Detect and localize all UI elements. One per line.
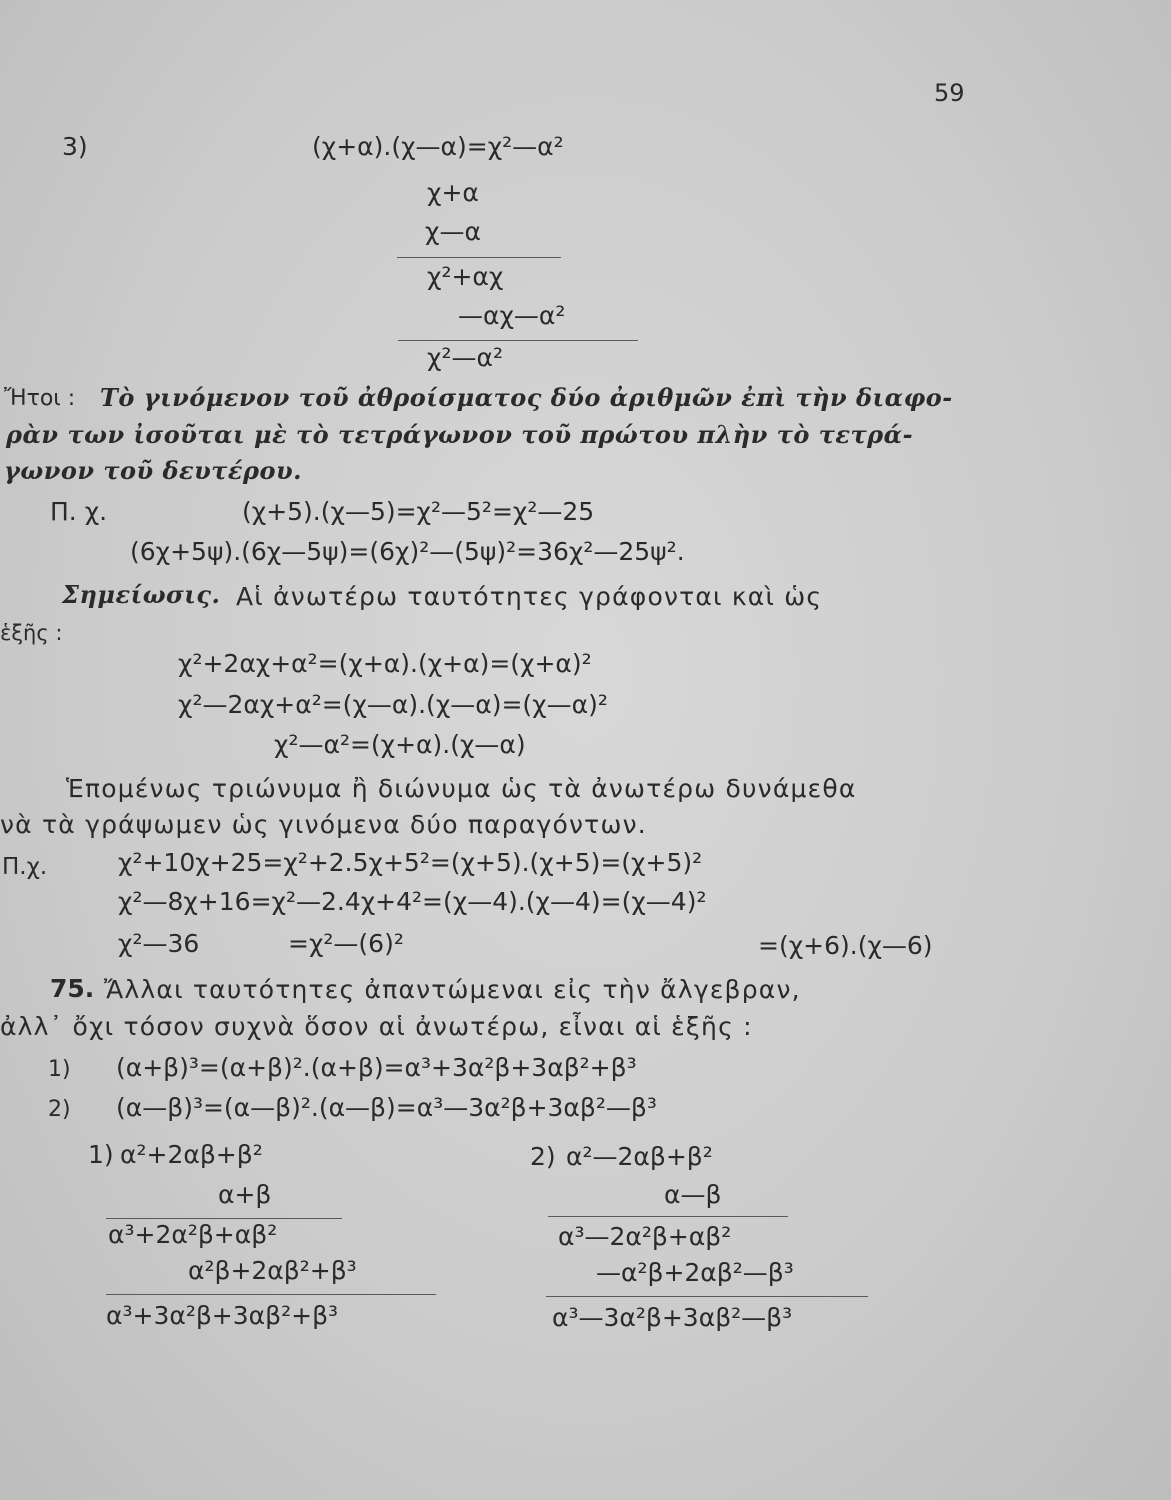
example-label: 3) bbox=[62, 132, 88, 161]
partial-product: α³—2α²β+αβ² bbox=[558, 1222, 732, 1251]
formula-line: χ²—α²=(χ+α).(χ—α) bbox=[274, 730, 526, 759]
divider-line bbox=[398, 340, 638, 341]
section-number: 75. bbox=[50, 974, 95, 1003]
item-label: 2) bbox=[530, 1142, 556, 1171]
formula-line: (α+β)³=(α+β)².(α+β)=α³+3α²β+3αβ²+β³ bbox=[116, 1053, 637, 1082]
formula-line: =χ²—(6)² bbox=[288, 929, 404, 958]
multiplicand: α²+2αβ+β² bbox=[120, 1140, 263, 1169]
multiplicand: χ+α bbox=[427, 178, 479, 207]
paragraph-line: νὰ τὰ γράψωμεν ὡς γινόμενα δύο παραγόντων. bbox=[0, 810, 647, 839]
item-label: 1) bbox=[48, 1057, 71, 1082]
multiplicand: α²—2αβ+β² bbox=[566, 1142, 713, 1171]
statement-line: Τὸ γινόμενον τοῦ ἀθροίσματος δύο ἀριθμῶν ἐπὶ τὴν διαφο- bbox=[100, 383, 953, 412]
partial-product: —αχ—α² bbox=[458, 301, 566, 330]
divider-line bbox=[106, 1218, 342, 1219]
note-text: Αἱ ἀνωτέρω ταυτότητες γράφονται καὶ ὡς bbox=[236, 582, 823, 611]
multiplier: α—β bbox=[664, 1180, 722, 1209]
formula-line: χ²—2αχ+α²=(χ—α).(χ—α)=(χ—α)² bbox=[178, 690, 608, 719]
divider-line bbox=[397, 257, 561, 258]
divider-line bbox=[546, 1296, 868, 1297]
multiplier: χ—α bbox=[425, 217, 481, 246]
formula-line: (6χ+5ψ).(6χ—5ψ)=(6χ)²—(5ψ)²=36χ²—25ψ². bbox=[130, 537, 685, 566]
formula-line: (α—β)³=(α—β)².(α—β)=α³—3α²β+3αβ²—β³ bbox=[116, 1093, 657, 1122]
product-result: α³—3α²β+3αβ²—β³ bbox=[552, 1303, 793, 1332]
partial-product: —α²β+2αβ²—β³ bbox=[596, 1258, 794, 1287]
formula-line: =(χ+6).(χ—6) bbox=[758, 931, 933, 960]
statement-line: γωνον τοῦ δευτέρου. bbox=[4, 456, 302, 485]
statement-line: ρὰν των ἰσοῦται μὲ τὸ τετράγωνον τοῦ πρώτου πλὴν τὸ τετρά- bbox=[6, 420, 914, 449]
partial-product: χ²+αχ bbox=[427, 262, 504, 291]
paragraph-line: Ἑπομένως τριώνυμα ἢ διώνυμα ὡς τὰ ἀνωτέρω δυνάμεθα bbox=[66, 774, 857, 803]
product-result: α³+3α²β+3αβ²+β³ bbox=[106, 1301, 339, 1330]
section-text: Ἄλλαι ταυτότητες ἀπαντώμεναι εἰς τὴν ἄλγεβραν, bbox=[104, 975, 801, 1004]
divider-line bbox=[548, 1216, 788, 1217]
formula-line: χ²—8χ+16=χ²—2.4χ+4²=(χ—4).(χ—4)=(χ—4)² bbox=[118, 887, 707, 916]
page-number: 59 bbox=[934, 79, 965, 107]
divider-line bbox=[106, 1294, 436, 1295]
note-title: Σημείωσις. bbox=[62, 580, 221, 609]
example-label: Π.χ. bbox=[2, 854, 48, 880]
formula-line: χ²—36 bbox=[118, 929, 200, 958]
identity-formula: (χ+α).(χ—α)=χ²—α² bbox=[312, 132, 564, 161]
formula-line: (χ+5).(χ—5)=χ²—5²=χ²—25 bbox=[242, 497, 595, 526]
multiplier: α+β bbox=[218, 1180, 272, 1209]
partial-product: α³+2α²β+αβ² bbox=[108, 1220, 278, 1249]
product-result: χ²—α² bbox=[427, 343, 503, 372]
partial-product: α²β+2αβ²+β³ bbox=[188, 1256, 357, 1285]
formula-line: χ²+2αχ+α²=(χ+α).(χ+α)=(χ+α)² bbox=[178, 649, 592, 678]
statement-lead: Ἤτοι : bbox=[4, 386, 76, 411]
section-text: ἀλλ᾽ ὄχι τόσον συχνὰ ὅσον αἱ ἀνωτέρω, εἶναι αἱ ἑξῆς : bbox=[0, 1012, 753, 1041]
item-label: 2) bbox=[48, 1097, 71, 1122]
item-label: 1) bbox=[88, 1140, 114, 1169]
example-label: Π. χ. bbox=[50, 497, 108, 526]
note-text: ἑξῆς : bbox=[0, 621, 63, 645]
formula-line: χ²+10χ+25=χ²+2.5χ+5²=(χ+5).(χ+5)=(χ+5)² bbox=[118, 848, 703, 877]
